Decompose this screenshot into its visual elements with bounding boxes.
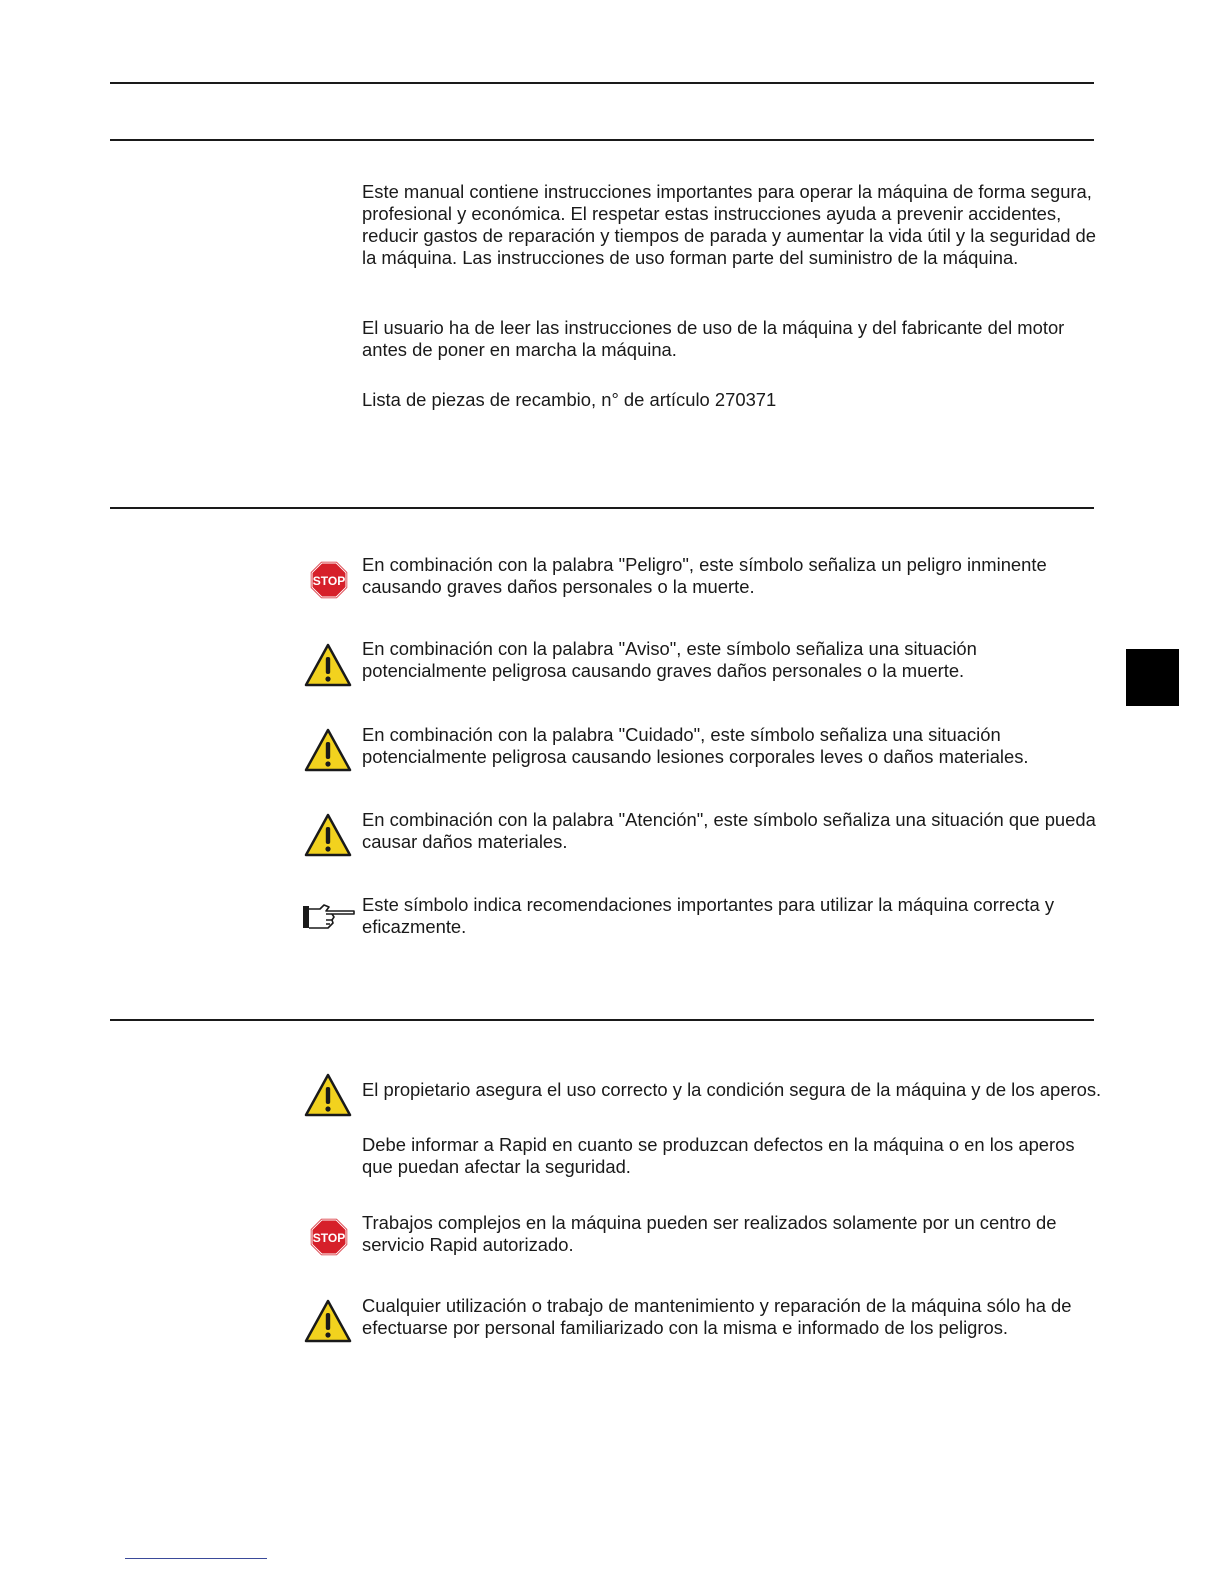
section-rule-symbols	[110, 507, 1094, 509]
warning-triangle-icon	[304, 643, 352, 687]
spare-parts-paragraph: Lista de piezas de recambio, n° de artículo 270371	[362, 389, 777, 410]
intro-paragraph: Este manual contiene instrucciones importantes para operar la máquina de forma segura, profesional y económica. El respetar estas instrucciones ayuda a prevenir accidentes, reducir gastos de reparación y tiempos de parada y aumentar la vida útil y la seguridad de la máquina. Las instrucciones de uso forman parte del suministro de la máquina.	[362, 181, 1097, 268]
warning-description: En combinación con la palabra "Aviso", este símbolo señaliza una situación potencialmente peligrosa causando graves daños personales o la muerte.	[362, 638, 977, 681]
personnel-warning-triangle-icon	[304, 1299, 352, 1343]
owner-responsibility-paragraph: El propietario asegura el uso correcto y la condición segura de la máquina y de los aperos.	[362, 1079, 1102, 1100]
user-paragraph: El usuario ha de leer las instrucciones de uso de la máquina y del fabricante del motor antes de poner en marcha la máquina.	[362, 317, 1065, 360]
owner-report-paragraph: Debe informar a Rapid en cuanto se produzcan defectos en la máquina o en los aperos que puedan afectar la seguridad.	[362, 1134, 1075, 1177]
footer-rule	[125, 1558, 267, 1559]
attention-triangle-icon	[304, 813, 352, 857]
section-tab-marker	[1126, 649, 1179, 706]
service-paragraph: Trabajos complejos en la máquina pueden ser realizados solamente por un centro de servicio Rapid autorizado.	[362, 1212, 1057, 1255]
pointing-hand-icon	[302, 902, 356, 930]
caution-description: En combinación con la palabra "Cuidado", este símbolo señaliza una situación potencialmente peligrosa causando lesiones corporales leves o daños materiales.	[362, 724, 1029, 767]
owner-warning-triangle-icon	[304, 1073, 352, 1117]
danger-description: En combinación con la palabra "Peligro", este símbolo señaliza un peligro inminente causando graves daños personales o la muerte.	[362, 554, 1047, 597]
header-rule-bottom	[110, 139, 1094, 141]
stop-sign-label: STOP	[312, 574, 346, 588]
header-rule-top	[110, 82, 1094, 84]
personnel-paragraph: Cualquier utilización o trabajo de mantenimiento y reparación de la máquina sólo ha de efectuarse por personal familiarizado con la misma e informado de los peligros.	[362, 1295, 1072, 1338]
note-description: Este símbolo indica recomendaciones importantes para utilizar la máquina correcta y eficazmente.	[362, 894, 1055, 937]
section-rule-safety	[110, 1019, 1094, 1021]
stop-sign-icon	[309, 560, 349, 600]
service-stop-sign-icon	[309, 1217, 349, 1257]
attention-description: En combinación con la palabra "Atención", este símbolo señaliza una situación que pueda causar daños materiales.	[362, 809, 1096, 852]
caution-triangle-icon	[304, 728, 352, 772]
service-stop-sign-label: STOP	[312, 1231, 346, 1245]
